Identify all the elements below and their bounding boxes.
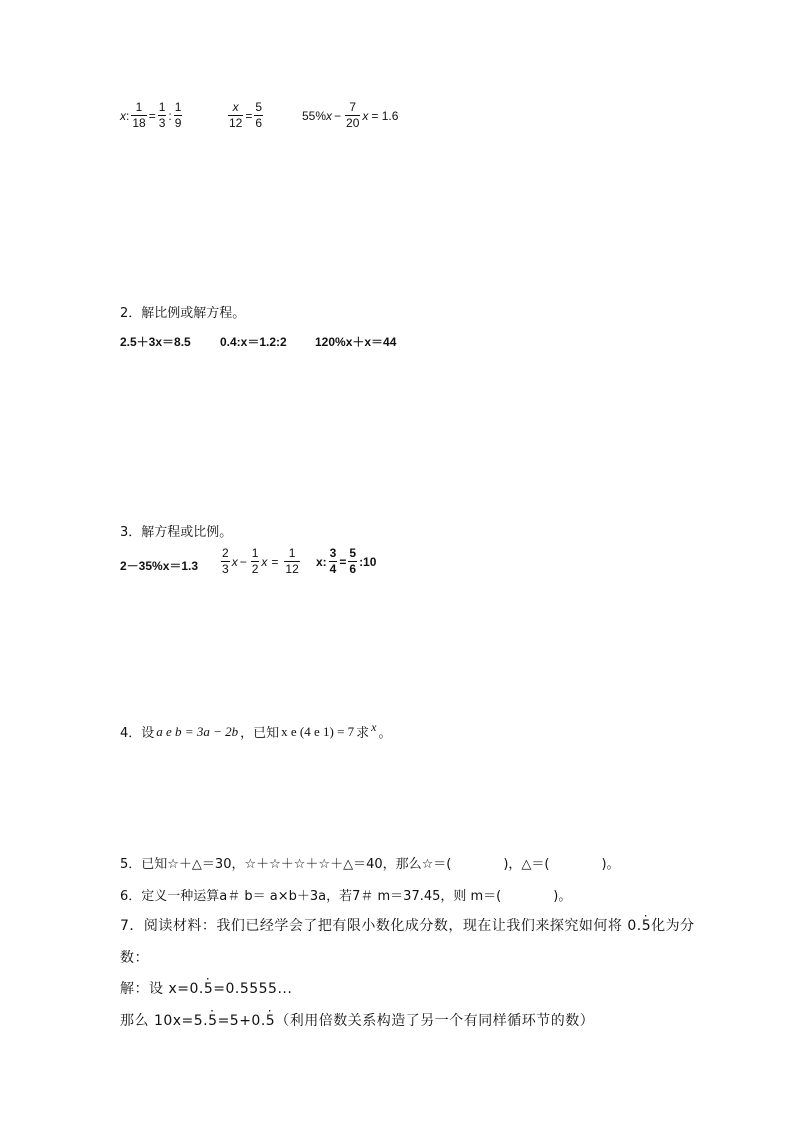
fraction [228,100,243,131]
numerator: 5 [255,100,263,114]
numerator: 1 [135,100,143,114]
operation-definition: a e b = 3a − 2b [156,723,239,739]
q3-title: 3．解方程或比例。 [120,525,233,540]
denominator: 3 [222,562,229,576]
fraction [158,100,167,131]
numerator: 3 [329,546,337,560]
denominator: 6 [349,562,357,576]
q4-number: 4．设 [120,726,155,741]
operation-expression: x e (4 e 1) = 7 [281,723,355,739]
fraction [221,546,230,577]
q7-text: 7．阅读材料：我们已经学会了把有限小数化成分数，现在让我们来探究如何将 0. [120,918,642,934]
denominator: 12 [285,562,299,576]
period: 。 [378,726,392,741]
q4-connector: ，已知 [240,726,280,741]
var-x: x [231,554,238,569]
q7-text: =0.5555... [213,981,293,997]
numerator: 7 [349,100,357,114]
q7-text: 那么 10x=5. [120,1013,209,1029]
fraction [348,546,357,577]
equals: = [245,108,253,123]
numerator: 1 [158,100,166,114]
q2-equation-3: 120%x＋x＝44 [315,335,397,349]
repeating-digit: · 5 [208,1013,217,1029]
q5-text: 5．已知☆＋△＝30，☆＋☆＋☆＋☆＋△＝40，那么☆＝( )，△＝( )。 [120,857,620,872]
colon: : [168,108,172,123]
row1-equation-3 [302,100,398,131]
q3-equation-3 [316,546,376,577]
q7-line-3 [120,978,292,998]
fraction [131,100,146,131]
minus: − [334,108,342,123]
percent: 55% [302,108,327,123]
prefix: x: [316,554,327,569]
var-x: x [261,554,268,569]
numerator: 1 [174,100,182,114]
fraction [345,100,360,131]
var-x: x [371,720,377,734]
q7-text: 化为分 [651,918,695,934]
denominator: 3 [158,116,166,130]
q4-line [120,722,392,741]
denominator: 4 [329,562,337,576]
q7-line-2: 数： [120,950,149,966]
denominator: 9 [174,116,182,130]
q7-text: （利用倍数关系构造了另一个有同样循环节的数） [275,1013,595,1029]
equals: = [271,554,279,569]
colon: : [126,108,130,123]
denominator: 6 [255,116,263,130]
repeating-digit: · 5 [204,981,213,997]
fraction [251,546,260,577]
fraction [284,546,299,577]
numerator: 2 [222,546,229,560]
numerator: 1 [251,546,259,560]
q2-title: 2．解比例或解方程。 [120,306,246,321]
q7-text: 解：设 x=0. [120,981,204,997]
denominator: 18 [132,116,146,130]
fraction [174,100,183,131]
row1-equation-1 [120,100,184,131]
q3-equation-1: 2－35%x＝1.3 [120,559,199,573]
repeating-digit: · 5 [266,1013,275,1029]
q2-equation-1: 2.5＋3x＝8.5 [120,335,191,349]
q3-equation-2 [219,546,302,577]
q2-equation-2: 0.4:x＝1.2:2 [220,335,287,349]
denominator: 20 [346,116,360,130]
numerator: x [232,100,239,114]
numerator: 5 [349,546,357,560]
q7-text: =5+0. [217,1013,266,1029]
equation-rest: = 1.6 [371,108,399,123]
suffix: :10 [359,554,377,569]
q7-line-4 [120,1010,594,1030]
denominator: 12 [229,116,243,130]
var-x: x [362,108,369,123]
repeating-digit: · 5 [642,918,651,934]
fraction [329,546,338,577]
denominator: 2 [251,562,259,576]
q7-line-1 [120,915,695,935]
q6-text: 6．定义一种运算a＃ b＝ a×b＋3a，若7＃ m＝37.45，则 m＝( )。 [120,889,572,904]
fraction [254,100,263,131]
row1-equation-2 [226,100,265,131]
minus: − [239,554,247,569]
var-x: x [120,108,126,123]
var-x: x [326,108,333,123]
q4-ask: 求 [356,726,370,741]
numerator: 1 [288,546,296,560]
equals: = [148,108,156,123]
equals: = [339,554,347,569]
